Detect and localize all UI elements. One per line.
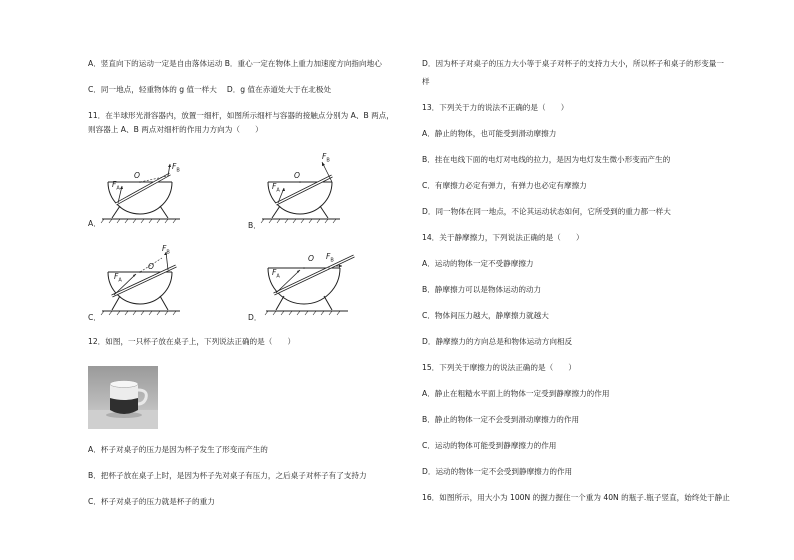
q16-stem: 16．如图所示，用大小为 100N 的握力握住一个重为 40N 的瓶子.瓶子竖直，始终处于静止: [422, 493, 730, 502]
q11-diagram-a: [88, 158, 198, 230]
q13-stem: 13．下列关于力的说法不正确的是（ ）: [422, 103, 569, 112]
cup-photo-graphic: [88, 366, 158, 429]
bowl-diagram-a: [88, 158, 198, 230]
q11-stem-line2: 则容器上 A、B 两点对细杆的作用力方向为（ ）: [88, 125, 263, 134]
label-fb: $F_B$: [322, 152, 330, 164]
q14-stem: 14．关于静摩擦力，下列说法正确的是（ ）: [422, 233, 584, 242]
left-column: [88, 0, 438, 560]
q14-option-a: A．运动的物体一定不受静摩擦力: [422, 259, 534, 268]
bowl-diagram-b: [248, 152, 358, 230]
q15-option-d: D．运动的物体一定不会受到静摩擦力的作用: [422, 467, 573, 476]
label-o: O: [134, 171, 140, 180]
q11-label-b: B．: [248, 221, 261, 230]
q14-option-b: B．静摩擦力可以是物体运动的动力: [422, 285, 542, 294]
q15-stem: 15．下列关于摩擦力的说法正确的是（ ）: [422, 363, 576, 372]
label-fa: $F_A$: [272, 268, 280, 280]
q13-option-b: B．挂在电线下面的电灯对电线的拉力，是因为电灯发生微小形变而产生的: [422, 155, 671, 164]
q13-option-c: C．有摩擦力必定有弹力，有弹力也必定有摩擦力: [422, 181, 587, 190]
label-fb: $F_B$: [326, 252, 334, 264]
label-fa: $F_A$: [112, 180, 120, 192]
right-column: [422, 0, 752, 560]
q15-option-b: B．静止的物体一定不会受到滑动摩擦力的作用: [422, 415, 580, 424]
q11-diagram-b: [248, 152, 358, 230]
q15-option-a: A．静止在粗糙水平面上的物体一定受到静摩擦力的作用: [422, 389, 610, 398]
q11-label-d: D．: [248, 313, 262, 322]
q12-stem: 12．如图，一只杯子放在桌子上，下列说法正确的是（ ）: [88, 337, 296, 346]
q10-option-cd: C．同一地点，轻重物体的 g 值一样大 D．g 值在赤道处大于在北极处: [88, 85, 332, 94]
label-o: O: [148, 262, 154, 271]
q13-option-d: D．同一物体在同一地点，不论其运动状态如何，它所受到的重力都一样大: [422, 207, 671, 216]
q12-option-c: C．杯子对桌子的压力就是杯子的重力: [88, 497, 215, 506]
q11-label-c: C．: [88, 313, 101, 322]
q12-option-a: A．杯子对桌子的压力是因为杯子发生了形变而产生的: [88, 445, 268, 454]
q12-option-d-line2: 样: [422, 77, 430, 86]
q14-option-c: C．物体间压力越大，静摩擦力就越大: [422, 311, 549, 320]
q14-option-d: D．静摩擦力的方向总是和物体运动方向相反: [422, 337, 573, 346]
q10-option-ab: A．竖直向下的运动一定是自由落体运动 B．重心一定在物体上重力加速度方向指向地心: [88, 59, 382, 68]
label-o: O: [294, 171, 300, 180]
cup-on-table-photo: [88, 366, 158, 429]
q15-option-c: C．运动的物体可能受到静摩擦力的作用: [422, 441, 557, 450]
label-o: O: [308, 254, 314, 263]
q11-diagram-d: [248, 244, 368, 326]
q11-diagram-c: [88, 244, 198, 326]
bowl-diagram-c: [88, 244, 198, 326]
label-fa: $F_A$: [114, 272, 122, 284]
q11-label-a: A．: [88, 219, 101, 228]
q12-option-b: B．把杯子放在桌子上时，是因为杯子先对桌子有压力，之后桌子对杯子有了支持力: [88, 471, 367, 480]
label-fb: $F_B$: [162, 244, 170, 256]
q12-option-d-line1: D．因为杯子对桌子的压力大小等于桌子对杯子的支持力大小，所以杯子和桌子的形变量一: [422, 59, 724, 68]
label-fb: $F_B$: [172, 162, 180, 174]
label-fa: $F_A$: [272, 182, 280, 194]
q11-stem-line1: 11．在半球形光滑容器内，放置一细杆，如图所示细杆与容器的接触点分别为 A、B 两点，: [88, 111, 394, 120]
q13-option-a: A．静止的物体，也可能受到滑动摩擦力: [422, 129, 557, 138]
